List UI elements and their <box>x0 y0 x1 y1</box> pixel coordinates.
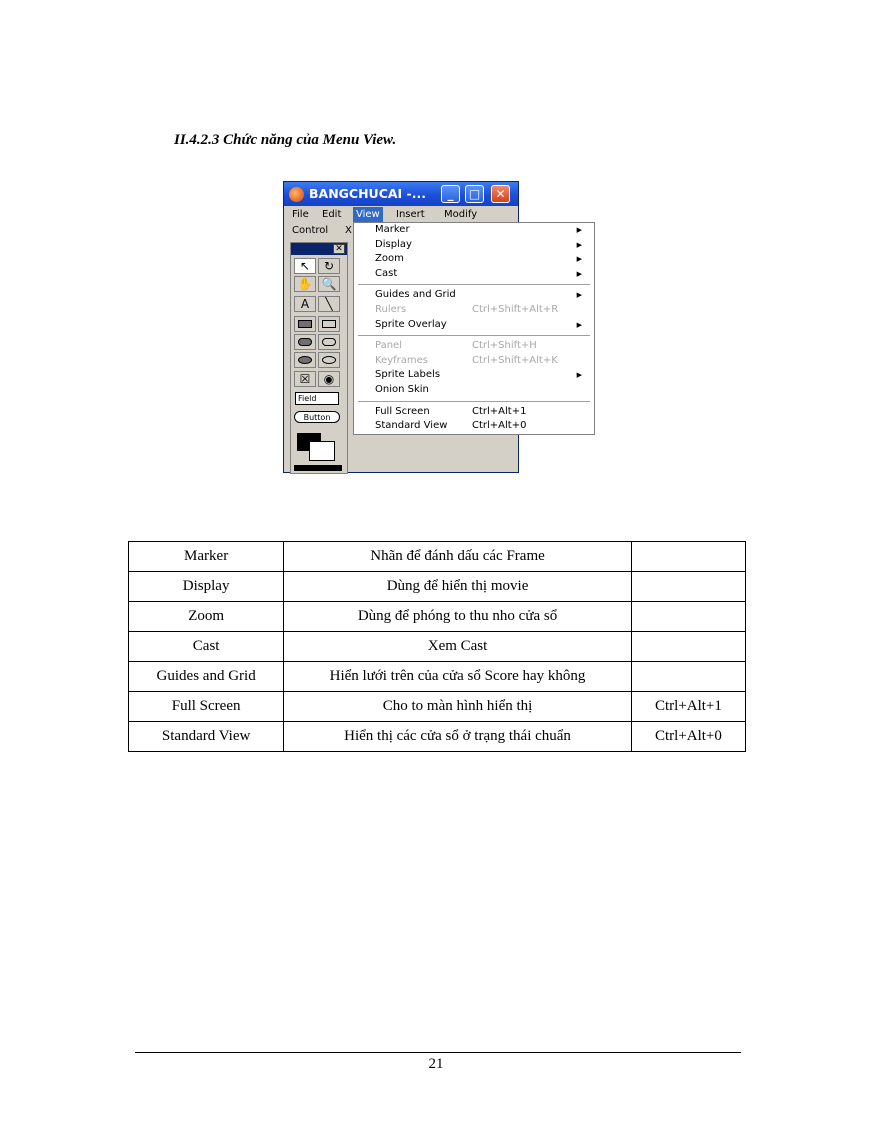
table-cell: Ctrl+Alt+0 <box>631 722 745 752</box>
section-heading: II.4.2.3 Chức năng của Menu View. <box>174 132 397 148</box>
radio-tool-icon[interactable]: ◉ <box>318 371 340 387</box>
table-cell: Hiển lưới trên của cửa sổ Score hay không <box>284 662 632 692</box>
table-cell <box>631 632 745 662</box>
table-cell: Nhãn để đánh dấu các Frame <box>284 542 632 572</box>
table-row <box>129 602 746 632</box>
menu-item-onion-skin[interactable]: Onion Skin <box>375 383 429 395</box>
table-cell: Dùng để hiển thị movie <box>284 572 632 602</box>
title-bar <box>284 182 518 206</box>
table-cell: Dùng để phóng to thu nho cửa sổ <box>284 602 632 632</box>
menu-separator <box>358 335 590 336</box>
minimize-button[interactable]: _ <box>441 185 460 203</box>
table-cell: Guides and Grid <box>129 662 284 692</box>
menu-control[interactable]: Control <box>292 225 329 236</box>
menu-file[interactable]: File <box>292 209 309 220</box>
table-row <box>129 572 746 602</box>
field-tool[interactable]: Field <box>295 392 339 405</box>
footer-divider <box>135 1052 741 1053</box>
button-tool[interactable]: Button <box>294 411 340 423</box>
palette-footer <box>294 465 342 471</box>
menu-item-display[interactable]: Display ▶ <box>375 238 582 250</box>
menu-item-zoom[interactable]: Zoom ▶ <box>375 253 582 265</box>
menu-item-keyframes: Keyframes Ctrl+Shift+Alt+K <box>375 354 558 366</box>
maximize-button[interactable]: □ <box>465 185 484 203</box>
menu-item-cast[interactable]: Cast ▶ <box>375 267 582 279</box>
view-menu-table <box>128 541 746 752</box>
menu-item-rulers: Rulers Ctrl+Shift+Alt+R <box>375 303 559 315</box>
app-icon <box>289 187 304 202</box>
filled-roundrect-tool-icon[interactable] <box>294 334 316 350</box>
menu-edit[interactable]: Edit <box>322 209 342 220</box>
table-cell: Zoom <box>129 602 284 632</box>
director-window-screenshot <box>283 181 582 473</box>
menu-separator <box>358 401 590 402</box>
table-cell <box>631 602 745 632</box>
roundrect-tool-icon[interactable] <box>318 334 340 350</box>
magnifier-tool-icon[interactable]: 🔍 <box>318 276 340 292</box>
menu-item-sprite-labels[interactable]: Sprite Labels ▶ <box>375 369 582 381</box>
palette-title-bar <box>291 243 347 255</box>
menu-item-standard-view[interactable]: Standard View Ctrl+Alt+0 <box>375 420 527 432</box>
tool-palette <box>290 242 348 474</box>
menu-insert[interactable]: Insert <box>396 209 425 220</box>
table-cell: Full Screen <box>129 692 284 722</box>
table-cell: Cast <box>129 632 284 662</box>
table-cell <box>631 542 745 572</box>
checkbox-tool-icon[interactable]: ☒ <box>294 371 316 387</box>
hand-tool-icon[interactable]: ✋ <box>294 276 316 292</box>
table-cell: Ctrl+Alt+1 <box>631 692 745 722</box>
app-window <box>283 181 582 473</box>
background-color-swatch[interactable] <box>309 441 335 461</box>
menu-item-sprite-overlay[interactable]: Sprite Overlay ▶ <box>375 318 582 330</box>
menu-item-panel: Panel Ctrl+Shift+H <box>375 340 537 352</box>
filled-rect-tool-icon[interactable] <box>294 316 316 332</box>
table-cell <box>631 662 745 692</box>
text-tool-icon[interactable]: A <box>294 296 316 312</box>
table-cell: Hiển thị các cửa sổ ở trạng thái chuẩn <box>284 722 632 752</box>
table-row <box>129 542 746 572</box>
ellipse-tool-icon[interactable] <box>318 352 340 368</box>
menu-item-guides-and-grid[interactable]: Guides and Grid ▶ <box>375 289 582 301</box>
table-cell: Standard View <box>129 722 284 752</box>
menu-separator <box>358 284 590 285</box>
menu-item-marker[interactable]: Marker ▶ <box>375 224 582 235</box>
menu-xtras[interactable]: X <box>345 225 352 236</box>
table-cell: Display <box>129 572 284 602</box>
table-cell: Xem Cast <box>284 632 632 662</box>
table-row <box>129 662 746 692</box>
menu-item-full-screen[interactable]: Full Screen Ctrl+Alt+1 <box>375 405 527 417</box>
palette-close-button[interactable]: ✕ <box>333 244 345 254</box>
table-cell: Marker <box>129 542 284 572</box>
table-row <box>129 722 746 752</box>
table-cell <box>631 572 745 602</box>
table-cell: Cho to màn hình hiển thị <box>284 692 632 722</box>
filled-ellipse-tool-icon[interactable] <box>294 352 316 368</box>
window-title: BANGCHUCAI -... <box>309 186 426 201</box>
close-button[interactable]: ✕ <box>491 185 510 203</box>
table-row <box>129 692 746 722</box>
view-menu-dropdown <box>353 222 595 435</box>
menu-modify[interactable]: Modify <box>444 209 478 220</box>
menu-view[interactable]: View <box>353 207 383 222</box>
arrow-tool-icon[interactable]: ↖ <box>294 258 316 274</box>
rotate-tool-icon[interactable]: ↻ <box>318 258 340 274</box>
table-row <box>129 632 746 662</box>
rect-tool-icon[interactable] <box>318 316 340 332</box>
line-tool-icon[interactable]: ╲ <box>318 296 340 312</box>
page-number: 21 <box>428 1056 444 1072</box>
